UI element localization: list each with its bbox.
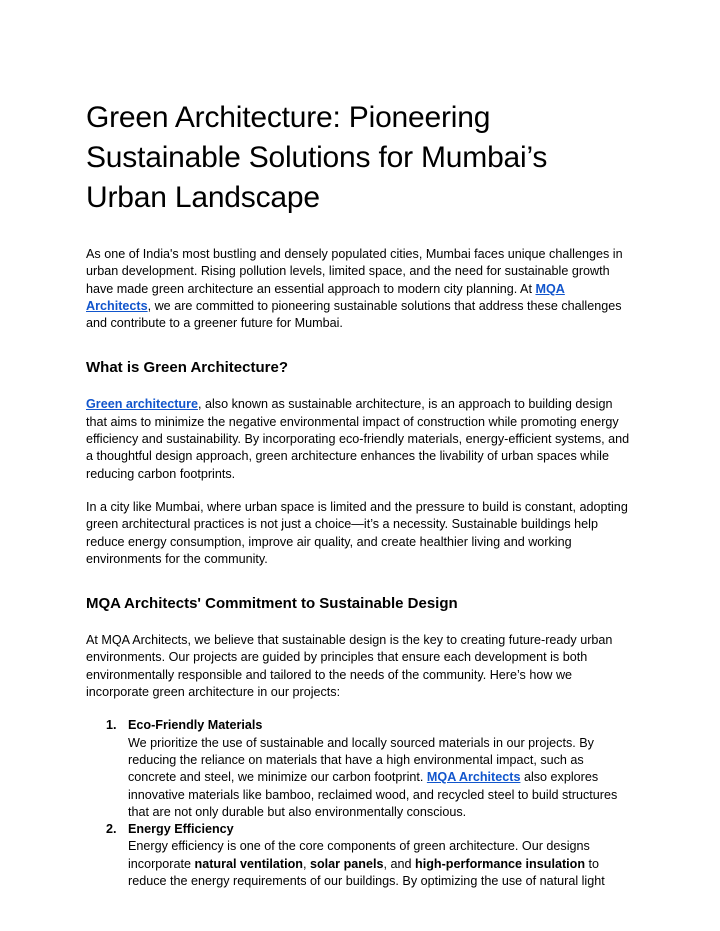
bold-term-insulation: high-performance insulation — [415, 856, 586, 871]
separator: , — [302, 856, 310, 871]
green-architecture-link[interactable]: Green architecture — [86, 397, 198, 412]
section-heading-commitment: MQA Architects' Commitment to Sustainable Design — [86, 595, 458, 613]
list-number: 1. — [106, 718, 117, 733]
bold-term-natural-ventilation: natural ventilation — [194, 856, 303, 871]
list-item-text-1: We prioritize the use of sustainable and locally sourced materials in our projects. By reducing the reliance on materials that have a high environmental impact, such as concrete and steel, we minimize our carbon footprint. — [128, 735, 594, 785]
list-number: 2. — [106, 822, 117, 837]
document-title: Green Architecture: Pioneering Sustainable Solutions for Mumbai’s Urban Landscape — [86, 101, 548, 214]
section2-paragraph-1: At MQA Architects, we believe that sustainable design is the key to creating future-ready urban environments. Our projects are guided by principles that ensure each development is both environmentally responsible and tailored to the needs of the community. Here’s how we incorporate green architecture in our projects: — [86, 633, 613, 700]
bold-term-solar-panels: solar panels — [309, 856, 384, 871]
mqa-architects-link[interactable]: MQA Architects — [426, 770, 521, 785]
section1-paragraph-2: In a city like Mumbai, where urban space is limited and the pressure to build is constant, adopting green architectural practices is not just a choice—it’s a necessity. Sustainable buildings help reduce energy consumption, improve air quality, and create healthier living and working environments for the community. — [86, 499, 628, 566]
list-item-title: Eco-Friendly Materials — [128, 718, 263, 733]
intro-paragraph — [86, 246, 632, 332]
intro-text-1: As one of India's most bustling and densely populated cities, Mumbai faces unique challenges in urban development. Rising pollution levels, limited space, and the need for sustainable growth have made green architecture an essential approach to modern city planning. At — [86, 247, 623, 296]
section1-p1-text: , also known as sustainable architecture, is an approach to building design that aims to minimize the negative environmental impact of construction while promoting energy efficiency and sustainability. By incorporating eco-friendly materials, energy-efficient systems, and a thoughtful design approach, green architecture enhances the livability of urban spaces while reducing carbon footprints. — [86, 397, 630, 481]
separator: , and — [383, 856, 415, 871]
document-page — [86, 98, 632, 890]
list-item — [86, 821, 632, 890]
mqa-architects-link[interactable]: MQA Architects — [86, 281, 565, 313]
intro-text-2: , we are committed to pioneering sustainable solutions that address these challenges and contribute to a greener future for Mumbai. — [86, 298, 622, 331]
list-item-text-1: Energy efficiency is one of the core components of green architecture. Our designs incorporate — [128, 839, 590, 871]
section1-paragraph-1 — [86, 396, 632, 482]
section-heading-what-is: What is Green Architecture? — [86, 359, 288, 377]
list-item-title: Energy Efficiency — [128, 822, 234, 837]
list-item-text-2: also explores innovative materials like bamboo, reclaimed wood, and recycled steel to build structures that are not only durable but also environmentally conscious. — [128, 770, 618, 819]
practices-list — [86, 717, 632, 890]
list-item — [86, 717, 632, 821]
list-item-text-2: to reduce the energy requirements of our buildings. By optimizing the use of natural light — [128, 856, 605, 889]
